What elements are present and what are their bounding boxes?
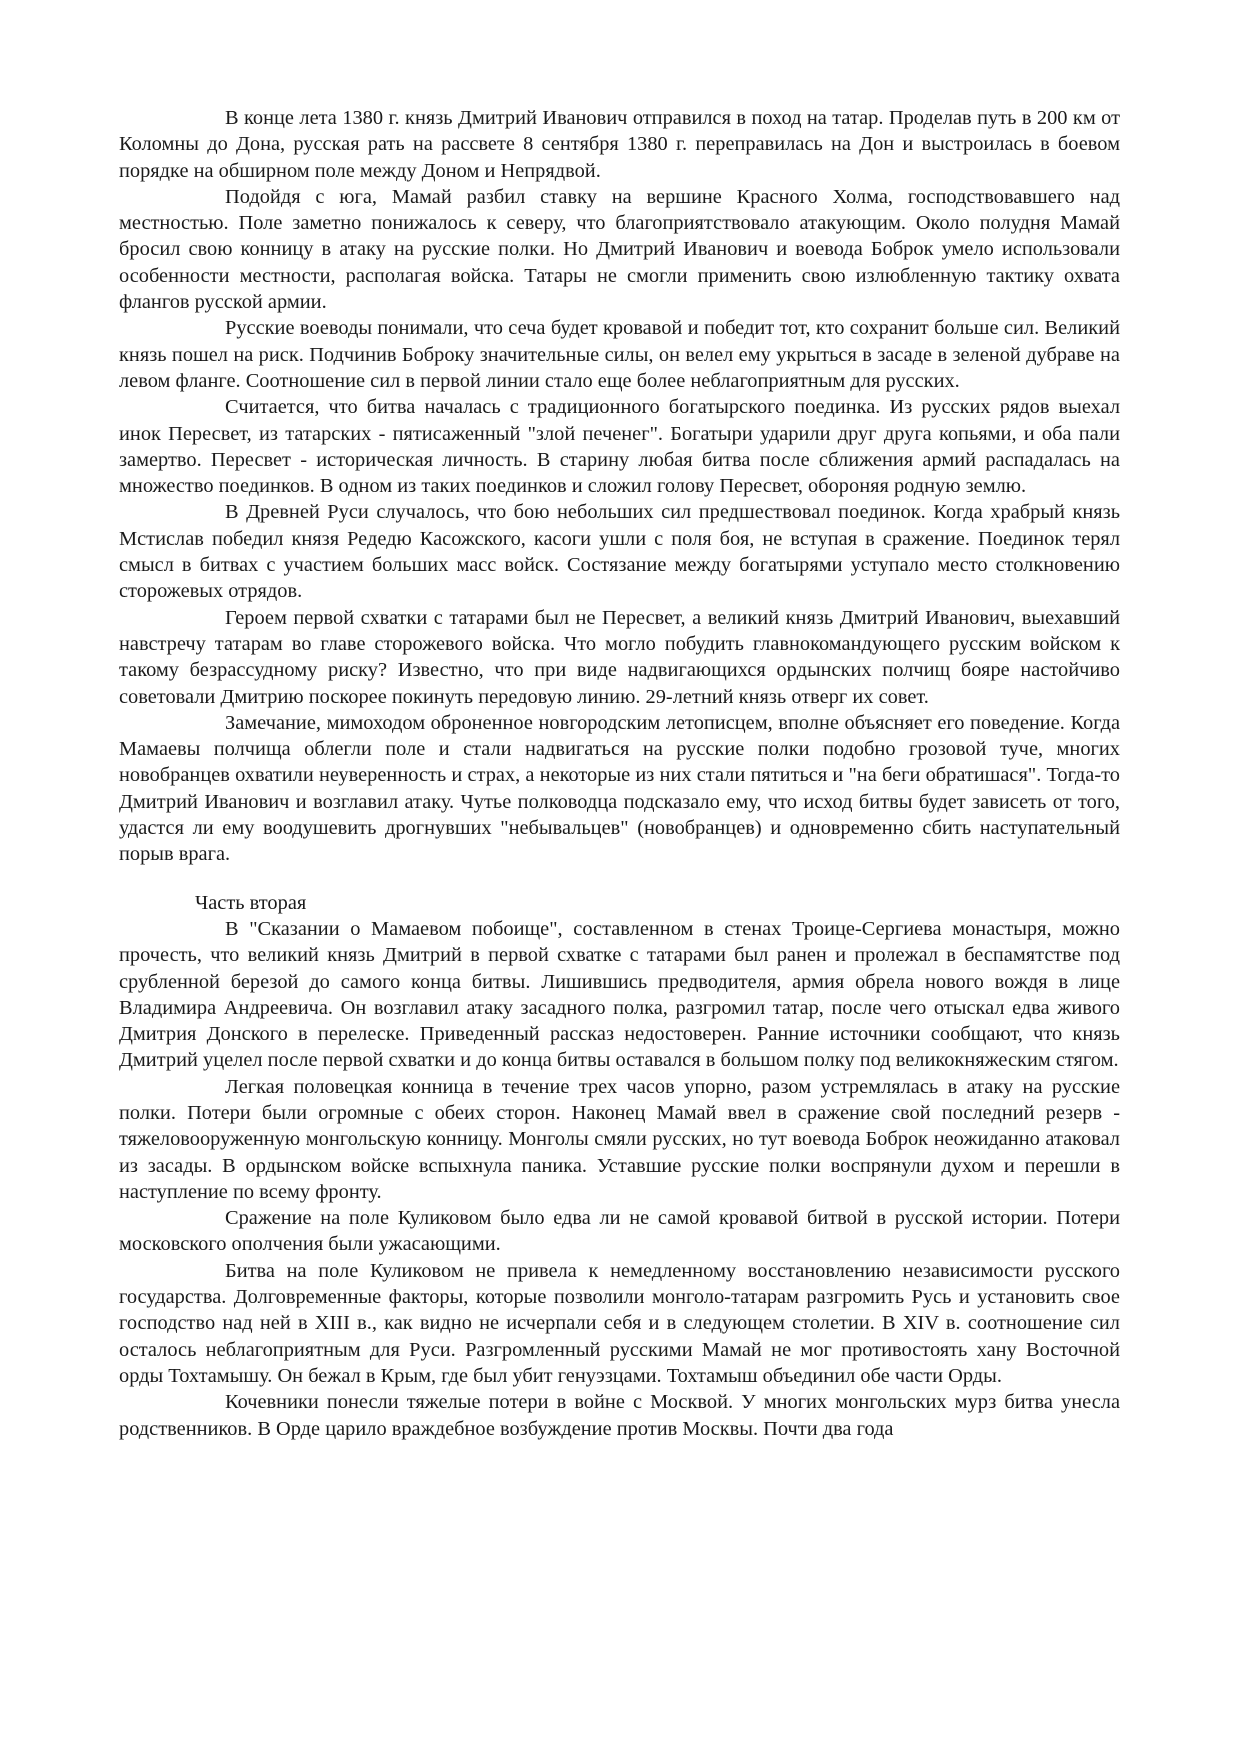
paragraph: В Древней Руси случалось, что бою небольших сил предшествовал поединок. Когда храбрый князь Мстислав победил князя Редедю Касожского, касоги ушли с поля боя, не вступая в сражение. Поединок терял смысл в битвах с участием больших масс войск. Состязание между богатырями уступало место столкновению сторожевых отрядов. [119, 501, 1120, 603]
paragraph: Битва на поле Куликовом не привела к немедленному восстановлению независимости русского государства. Долговременные факторы, которые позволили монголо-татарам разгромить Русь и установить свое господство над ней в XIII в., как видно не исчерпали себя и в следующем столетии. В XIV в. соотношение сил осталось неблагоприятным для Руси. Разгромленный русскими Мамай не мог противостоять хану Восточной орды Тохтамышу. Он бежал в Крым, где был убит генуэзцами. Тохтамыш объединил обе части Орды. [119, 1259, 1120, 1387]
paragraph: В конце лета 1380 г. князь Дмитрий Иванович отправился в поход на татар. Проделав путь в 200 км от Коломны до Дона, русская рать на рассвете 8 сентября 1380 г. переправилась на Дон и выстроилась в боевом порядке на обширном поле между Доном и Непрядвой. [119, 107, 1120, 182]
section-heading: Часть вторая [195, 891, 307, 914]
paragraph: Считается, что битва началась с традиционного богатырского поединка. Из русских рядов выехал инок Пересвет, из татарских - пятисаженный "злой печенег". Богатыри ударили друг друга копьями, и оба пали замертво. Пересвет - историческая личность. В старину любая битва после сближения армий распадалась на множество поединков. В одном из таких поединков и сложил голову Пересвет, обороняя родную землю. [119, 396, 1120, 498]
paragraph: Легкая половецкая конница в течение трех часов упорно, разом устремлялась в атаку на русские полки. Потери были огромные с обеих сторон. Наконец Мамай ввел в сражение свой последний резерв - тяжеловооруженную монгольскую конницу. Монголы смяли русских, но тут воевода Боброк неожиданно атаковал из засады. В ордынском войске вспыхнула паника. Уставшие русские полки воспрянули духом и перешли в наступление по всему фронту. [119, 1075, 1120, 1203]
paragraph: Сражение на поле Куликовом было едва ли не самой кровавой битвой в русской истории. Потери московского ополчения были ужасающими. [119, 1207, 1120, 1256]
paragraph: Замечание, мимоходом оброненное новгородским летописцем, вполне объясняет его поведение. Когда Мамаевы полчища облегли поле и стали надвигаться на русские полки подобно грозовой туче, многих новобранцев охватили неуверенность и страх, а некоторые из них стали пятиться и "на беги обратишася". Тогда-то Дмитрий Иванович и возглавил атаку. Чутье полководца подсказало ему, что исход битвы будет зависеть от того, удастся ли ему воодушевить дрогнувших "небывальцев" (новобранцев) и одновременно сбить наступательный порыв врага. [119, 711, 1120, 866]
document-page [119, 105, 1120, 1442]
paragraph: В "Сказании о Мамаевом побоище", составленном в стенах Троице-Сергиева монастыря, можно прочесть, что великий князь Дмитрий в первой схватке с татарами был ранен и пролежал в беспамятстве под срубленной березой до самого конца битвы. Лишившись предводителя, армия обрела нового вождя в лице Владимира Андреевича. Он возглавил атаку засадного полка, разгромил татар, после чего отыскал едва живого Дмитрия Донского в перелеске. Приведенный рассказ недостоверен. Ранние источники сообщают, что князь Дмитрий уцелел после первой схватки и до конца битвы оставался в большом полку под великокняжеским стягом. [119, 917, 1120, 1072]
paragraph: Героем первой схватки с татарами был не Пересвет, а великий князь Дмитрий Иванович, выехавший навстречу татарам во главе сторожевого войска. Что могло побудить главнокомандующего русским войском к такому безрассудному риску? Известно, что при виде надвигающихся ордынских полчищ бояре настойчиво советовали Дмитрию поскорее покинуть передовую линию. 29-летний князь отверг их совет. [119, 606, 1120, 708]
paragraph: Русские воеводы понимали, что сеча будет кровавой и победит тот, кто сохранит больше сил. Великий князь пошел на риск. Подчинив Боброку значительные силы, он велел ему укрыться в засаде в зеленой дубраве на левом фланге. Соотношение сил в первой линии стало еще более неблагоприятным для русских. [119, 317, 1120, 392]
paragraph: Кочевники понесли тяжелые потери в войне с Москвой. У многих монгольских мурз битва унесла родственников. В Орде царило враждебное возбуждение против Москвы. Почти два года [119, 1391, 1120, 1440]
paragraph: Подойдя с юга, Мамай разбил ставку на вершине Красного Холма, господствовавшего над местностью. Поле заметно понижалось к северу, что благоприятствовало атакующим. Около полудня Мамай бросил свою конницу в атаку на русские полки. Но Дмитрий Иванович и воевода Боброк умело использовали особенности местности, располагая войска. Татары не смогли применить свою излюбленную тактику охвата флангов русской армии. [119, 185, 1120, 314]
